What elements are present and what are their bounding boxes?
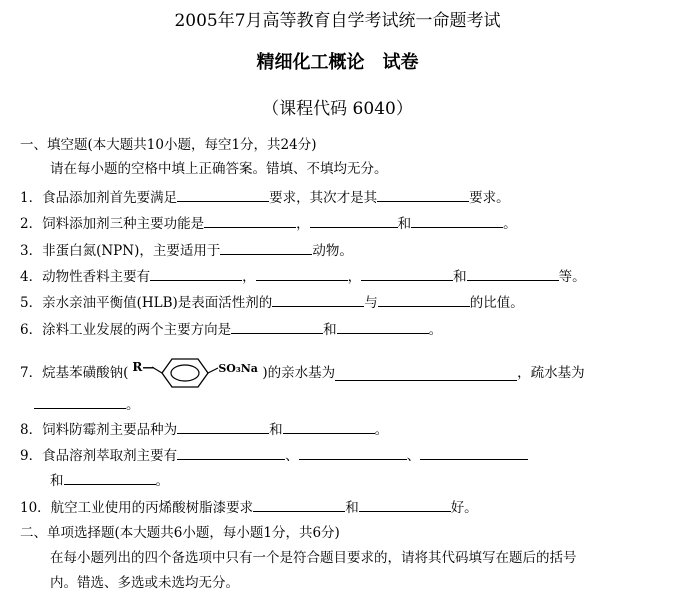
paper-title: 精细化工概论 试卷 bbox=[256, 52, 419, 73]
q4-blank-1[interactable] bbox=[150, 266, 242, 281]
q1-text-b: 要求，其次才是其 bbox=[269, 190, 378, 206]
section2-heading: 二、单项选择题(本大题共6小题，每小题1分，共6分) bbox=[20, 525, 340, 541]
q2-text-b: ， bbox=[296, 216, 310, 232]
q5-blank-1[interactable] bbox=[272, 292, 364, 307]
question-3 bbox=[20, 240, 353, 260]
q2-text-d: 。 bbox=[503, 216, 517, 232]
q10-text-b: 和 bbox=[345, 500, 359, 516]
q5-text-b: 与 bbox=[364, 295, 378, 311]
q6-text-c: 。 bbox=[428, 322, 443, 338]
q4-text-b: ， bbox=[242, 269, 256, 285]
formula-r-group: R— bbox=[132, 360, 155, 374]
q1-text-a: 1．食品添加剂首先要满足 bbox=[20, 190, 178, 206]
q10-text-c: 好。 bbox=[450, 500, 478, 516]
section1-instruction: 请在每小题的空格中填上正确答案。错填、不填均无分。 bbox=[50, 161, 388, 177]
q4-text-e: 等。 bbox=[558, 269, 586, 285]
q6-text-a: 6．涂料工业发展的两个主要方向是 bbox=[20, 322, 232, 338]
q9-text-d: 和 bbox=[50, 473, 64, 489]
q10-text-a: 10．航空工业使用的丙烯酸树脂漆要求 bbox=[20, 500, 254, 516]
q4-blank-2[interactable] bbox=[256, 266, 348, 281]
q4-blank-4[interactable] bbox=[467, 266, 559, 281]
exam-title: 2005年7月高等教育自学考试统一命题考试 bbox=[174, 11, 501, 31]
q4-blank-3[interactable] bbox=[361, 266, 453, 281]
section2-instruction-line1: 在每小题列出的四个备选项中只有一个是符合题目要求的，请将其代码填写在题后的括号 bbox=[50, 550, 577, 566]
q8-blank-1[interactable] bbox=[177, 419, 269, 434]
question-9-continued bbox=[50, 470, 169, 490]
q5-text-a: 5．亲水亲油平衡值(HLB)是表面活性剂的 bbox=[20, 295, 273, 311]
q8-blank-2[interactable] bbox=[283, 419, 375, 434]
q9-blank-3[interactable] bbox=[420, 445, 528, 460]
q2-text-c: 和 bbox=[397, 216, 412, 232]
q8-text-c: 。 bbox=[374, 422, 389, 438]
section1-heading: 一、填空题(本大题共10小题，每空1分，共24分) bbox=[20, 137, 317, 153]
q2-blank-1[interactable] bbox=[204, 213, 296, 228]
q3-text-a: 3．非蛋白氮(NPN)，主要适用于 bbox=[20, 243, 221, 259]
q7-text-c: ，疏水基为 bbox=[517, 365, 585, 381]
q9-blank-2[interactable] bbox=[299, 445, 407, 460]
q7-text-d: 。 bbox=[126, 397, 140, 413]
q9-text-a: 9．食品溶剂萃取剂主要有 bbox=[20, 448, 178, 464]
q6-text-b: 和 bbox=[323, 322, 337, 338]
q4-text-c: ， bbox=[347, 269, 362, 285]
q6-blank-2[interactable] bbox=[337, 319, 429, 334]
q6-blank-1[interactable] bbox=[231, 319, 323, 334]
q4-text-d: 和 bbox=[453, 269, 467, 285]
q1-blank-2[interactable] bbox=[377, 187, 469, 202]
benzene-sulfonate-formula bbox=[128, 356, 262, 390]
question-5 bbox=[20, 292, 524, 312]
formula-so3na-group: SO₃Na bbox=[218, 362, 258, 375]
q7-blank-2[interactable] bbox=[34, 394, 126, 409]
q3-text-b: 动物。 bbox=[312, 243, 353, 259]
section2-instruction-line2: 内。错选、多选或未选均无分。 bbox=[50, 575, 239, 591]
q2-text-a: 2．饲料添加剂三种主要功能是 bbox=[20, 216, 205, 232]
q9-text-e: 。 bbox=[155, 473, 169, 489]
question-1 bbox=[20, 187, 510, 207]
q5-blank-2[interactable] bbox=[378, 292, 470, 307]
course-code: （课程代码 6040） bbox=[262, 99, 413, 119]
q2-blank-2[interactable] bbox=[310, 213, 398, 228]
q1-text-c: 要求。 bbox=[469, 190, 510, 206]
question-4 bbox=[20, 266, 586, 286]
q1-blank-1[interactable] bbox=[177, 187, 269, 202]
q9-text-b: 、 bbox=[285, 448, 299, 464]
question-9 bbox=[20, 445, 528, 465]
q10-blank-1[interactable] bbox=[253, 497, 345, 512]
question-2 bbox=[20, 213, 517, 233]
q8-text-a: 8．饲料防霉剂主要品种为 bbox=[20, 422, 178, 438]
q5-text-c: 的比值。 bbox=[469, 295, 524, 311]
q10-blank-2[interactable] bbox=[359, 497, 451, 512]
q3-blank-1[interactable] bbox=[220, 240, 312, 255]
q9-text-c: 、 bbox=[406, 448, 421, 464]
q9-blank-4[interactable] bbox=[64, 470, 156, 485]
q7-text-a: 7．烷基苯磺酸钠( bbox=[20, 365, 129, 381]
q8-text-b: 和 bbox=[269, 422, 283, 438]
q7-blank-1[interactable] bbox=[335, 366, 517, 381]
question-7 bbox=[20, 356, 585, 390]
question-8 bbox=[20, 419, 388, 439]
q9-blank-1[interactable] bbox=[177, 445, 285, 460]
q7-text-b: )的亲水基为 bbox=[262, 365, 336, 381]
q2-blank-3[interactable] bbox=[411, 213, 503, 228]
question-10 bbox=[20, 497, 478, 517]
question-7-continued bbox=[34, 394, 140, 414]
question-6 bbox=[20, 319, 442, 339]
q4-text-a: 4．动物性香料主要有 bbox=[20, 269, 151, 285]
